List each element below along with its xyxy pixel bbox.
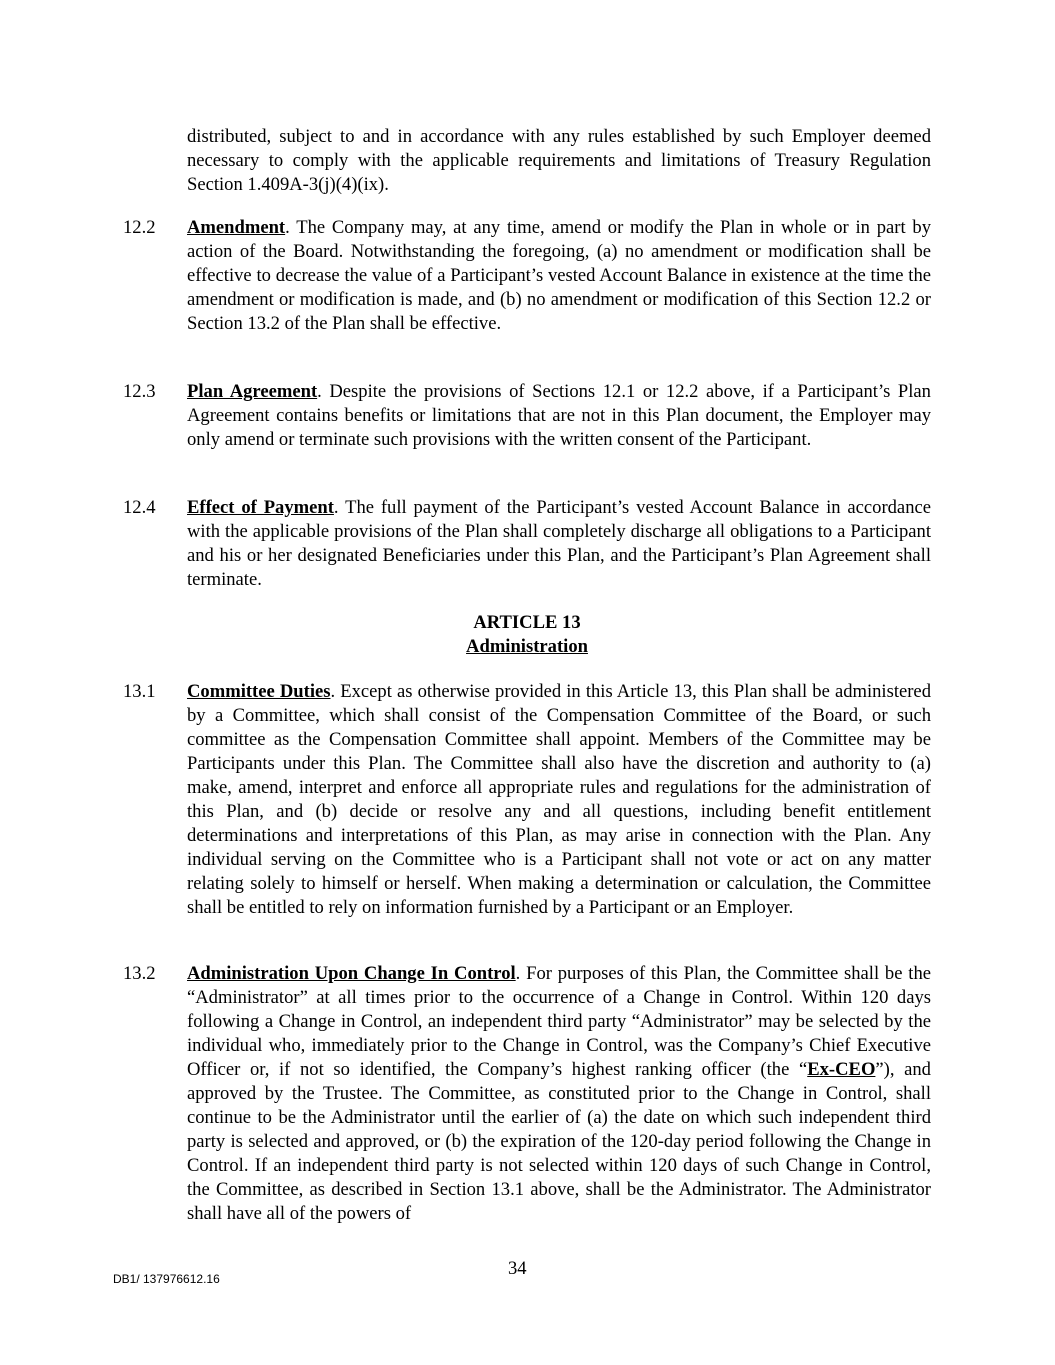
section-body: . The full payment of the Participant’s vested Account Balance in accordance with the applicable provisions of the Plan shall completely discharge all obligations to a Participant and his or her designated Beneficiaries under this Plan, and the Participant’s Plan Agreement shall terminate. bbox=[187, 497, 931, 590]
article-heading: ARTICLE 13 bbox=[473, 612, 581, 633]
section-caption: Amendment bbox=[187, 217, 286, 238]
section-body-part2: ”), and approved by the Trustee. The Committee, as constituted prior to the Change in Control, shall continue to be the Administrator until the earlier of (a) the date on which such independent third party is selected and approved, or (b) the expiration of the 120-day period following the Change in Control. If an independent third party is not selected within 120 days of such Change in Control, the Committee, as described in Section 13.1 above, shall be the Administrator. The Administrator shall have all of the powers of bbox=[187, 1059, 931, 1224]
section-body: . Except as otherwise provided in this Article 13, this Plan shall be administered by a Committee, which shall consist of the Compensation Committee of the Board, or such committee as the Compensation Committee shall appoint. Members of the Committee may be Participants under this Plan. The Committee shall also have the discretion and authority to (a) make, amend, interpret and enforce all appropriate rules and regulations for the administration of this Plan, and (b) decide or resolve any and all questions, including benefit entitlement determinations and interpretations of this Plan, as may arise in connection with the Plan. Any individual serving on the Committee who is a Participant shall not vote or act on any matter relating solely to himself or herself. When making a determination or calculation, the Committee shall be entitled to rely on information furnished by a Participant or an Employer. bbox=[187, 681, 931, 918]
section-number: 12.3 bbox=[123, 381, 156, 402]
section-text bbox=[187, 380, 931, 452]
section-caption: Plan Agreement bbox=[187, 381, 318, 402]
section-number: 13.2 bbox=[123, 963, 156, 984]
document-id: DB1/ 137976612.16 bbox=[113, 1272, 220, 1286]
section-body: . The Company may, at any time, amend or modify the Plan in whole or in part by action of the Board. Notwithstanding the foregoing, (a) no amendment or modification shall be effective to decrease the value of a Participant’s vested Account Balance in existence at the time the amendment or modification is made, and (b) no amendment or modification of this Section 12.2 or Section 13.2 of the Plan shall be effective. bbox=[187, 217, 931, 334]
defined-term: Ex-CEO bbox=[807, 1059, 876, 1080]
section-number: 13.1 bbox=[123, 681, 156, 702]
section-text bbox=[187, 962, 931, 1226]
section-caption: Effect of Payment bbox=[187, 497, 334, 518]
section-body-part1: . For purposes of this Plan, the Committee shall be the “Administrator” at all times prior to the occurrence of a Change in Control. Within 120 days following a Change in Control, an independent third party “Administrator” may be selected by the individual who, immediately prior to the Change in Control, was the Company’s Chief Executive Officer or, if not so identified, the Company’s highest ranking officer (the “ bbox=[187, 963, 931, 1080]
section-body: . Despite the provisions of Sections 12.1 or 12.2 above, if a Participant’s Plan Agreement contains benefits or limitations that are not in this Plan document, the Employer may only amend or terminate such provisions with the written consent of the Participant. bbox=[187, 381, 931, 450]
section-number: 12.2 bbox=[123, 217, 156, 238]
section-number: 12.4 bbox=[123, 497, 156, 518]
section-caption: Committee Duties bbox=[187, 681, 331, 702]
continuation-paragraph: distributed, subject to and in accordance with any rules established by such Employer deemed necessary to comply with the applicable requirements and limitations of Treasury Regulation Section 1.409A-3(j)(4)(ix). bbox=[187, 126, 931, 195]
section-text bbox=[187, 496, 931, 592]
section-text bbox=[187, 216, 931, 336]
section-caption: Administration Upon Change In Control bbox=[187, 963, 516, 984]
page-number: 34 bbox=[508, 1258, 527, 1279]
section-text bbox=[187, 680, 931, 920]
article-title: Administration bbox=[466, 636, 588, 657]
